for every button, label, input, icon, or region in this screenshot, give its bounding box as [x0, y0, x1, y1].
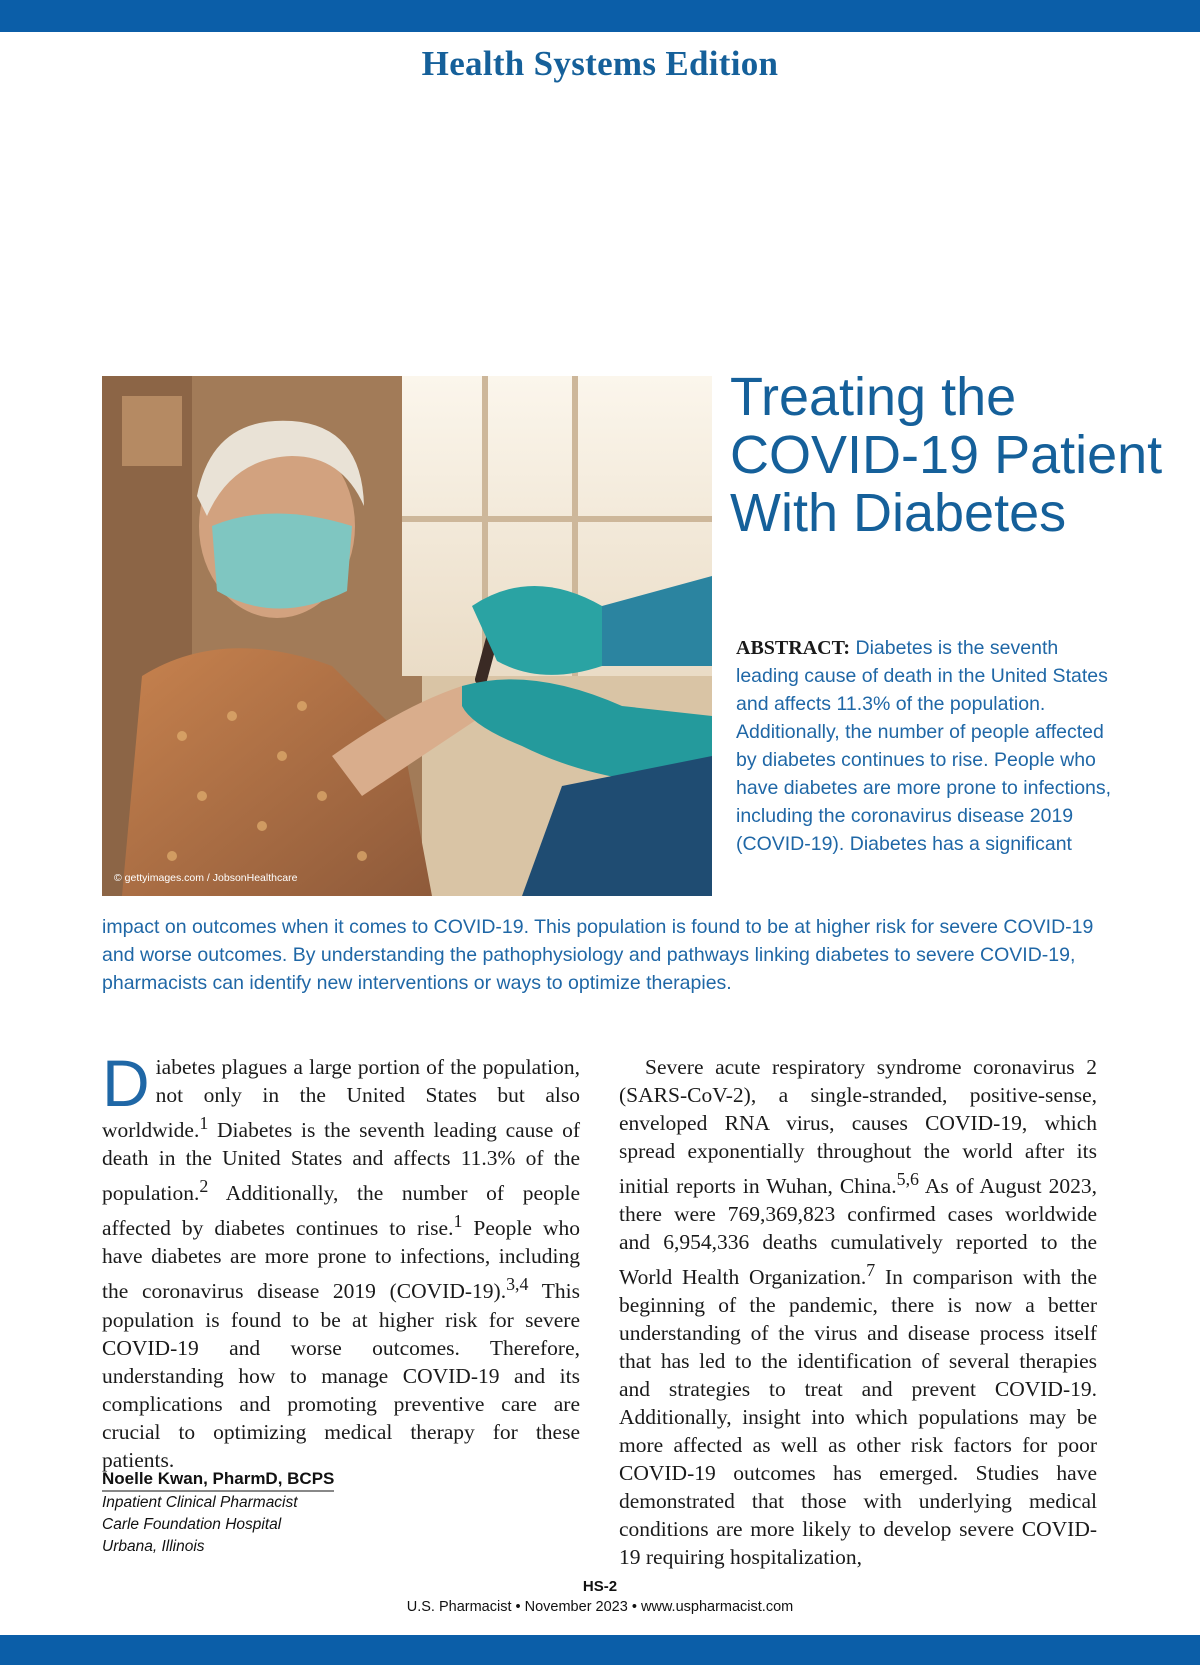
abstract-text-top: Diabetes is the seventh leading cause of death in the United States and affects 11.3% of the population. Additionally, the number of people affected by diabetes continues to rise. People who have diabetes are more prone to infections, including the coronavirus disease 2019 (COVID-19). Diabetes has a significant	[736, 637, 1112, 855]
footer-line: U.S. Pharmacist • November 2023 • www.uspharmacist.com	[406, 1599, 794, 1615]
body-column-left	[102, 1046, 581, 1474]
drop-cap: D	[102, 1046, 150, 1120]
author-role: Inpatient Clinical Pharmacist	[102, 1494, 298, 1511]
body-text: Diabetes is the seventh leading cause of death in the United States and affects 11.3% of the population.	[102, 1118, 580, 1206]
body-text: iabetes plagues a large portion of the population, not only in the United States but also worldwide.	[102, 1055, 580, 1143]
body-text: Severe acute respiratory syndrome coronavirus 2 (SARS-CoV-2), a single-stranded, positive-sense, enveloped RNA virus, causes COVID-19, which spread exponentially throughout the world after its initial reports in Wuhan, China.	[619, 1055, 1097, 1199]
body-text: In comparison with the beginning of the pandemic, there is now a better understanding of the virus and disease process itself that has led to the identification of several therapies and strategies to treat and prevent COVID-19. Additionally, insight into which populations may be more affected as well as other risk factors for poor COVID-19 outcomes has emerged. Studies have demonstrated that those with underlying medical conditions are more likely to develop severe COVID-19 requiring hospitalization,	[619, 1265, 1097, 1570]
citation: 3,4	[506, 1274, 529, 1295]
citation: 5,6	[896, 1169, 919, 1189]
article-title: Treating the COVID-19 Patient With Diabetes	[730, 367, 1163, 543]
photo-credit: © gettyimages.com / JobsonHealthcare	[114, 872, 298, 884]
author-location: Urbana, Illinois	[102, 1538, 205, 1555]
second-paragraph	[619, 1053, 1097, 1571]
citation: 1	[199, 1113, 209, 1133]
body-column-right	[619, 1053, 1097, 1571]
top-color-band	[0, 0, 1200, 32]
abstract-label: ABSTRACT:	[736, 637, 851, 659]
intro-paragraph	[102, 1046, 581, 1474]
page-number: HS-2	[582, 1578, 618, 1595]
article-photo	[102, 376, 712, 896]
body-text: As of August 2023, there were 769,369,823 confirmed cases worldwide and 6,954,336 deaths cumulatively reported to the World Health Organization.	[619, 1174, 1097, 1290]
citation: 1	[453, 1211, 463, 1232]
citation: 2	[199, 1176, 209, 1197]
author-name: Noelle Kwan, PharmD, BCPS	[102, 1469, 334, 1492]
photo-illustration	[102, 376, 712, 896]
abstract-top	[736, 634, 1116, 858]
edition-heading: Health Systems Edition	[421, 44, 779, 83]
body-text: People who have diabetes are more prone to infections, including the coronavirus disease 2019 (COVID-19).	[102, 1216, 581, 1304]
bottom-color-band	[0, 1635, 1200, 1665]
body-text: This population is found to be at higher risk for severe COVID-19 and worse outcomes. Therefore, understanding how to manage COVID-19 and its complications and promoting preventive care are crucial to optimizing medical therapy for these patients.	[102, 1279, 581, 1472]
citation: 7	[866, 1260, 876, 1281]
body-text: Additionally, the number of people affected by diabetes continues to rise.	[102, 1181, 580, 1241]
abstract-text-bottom: impact on outcomes when it comes to COVID-19. This population is found to be at higher risk for severe COVID-19 and worse outcomes. By understanding the pathophysiology and pathways linking diabetes to severe COVID-19, pharmacists can identify new interventions or ways to optimize therapies.	[102, 916, 1094, 994]
author-institution: Carle Foundation Hospital	[102, 1516, 282, 1533]
author-block	[102, 1469, 502, 1558]
